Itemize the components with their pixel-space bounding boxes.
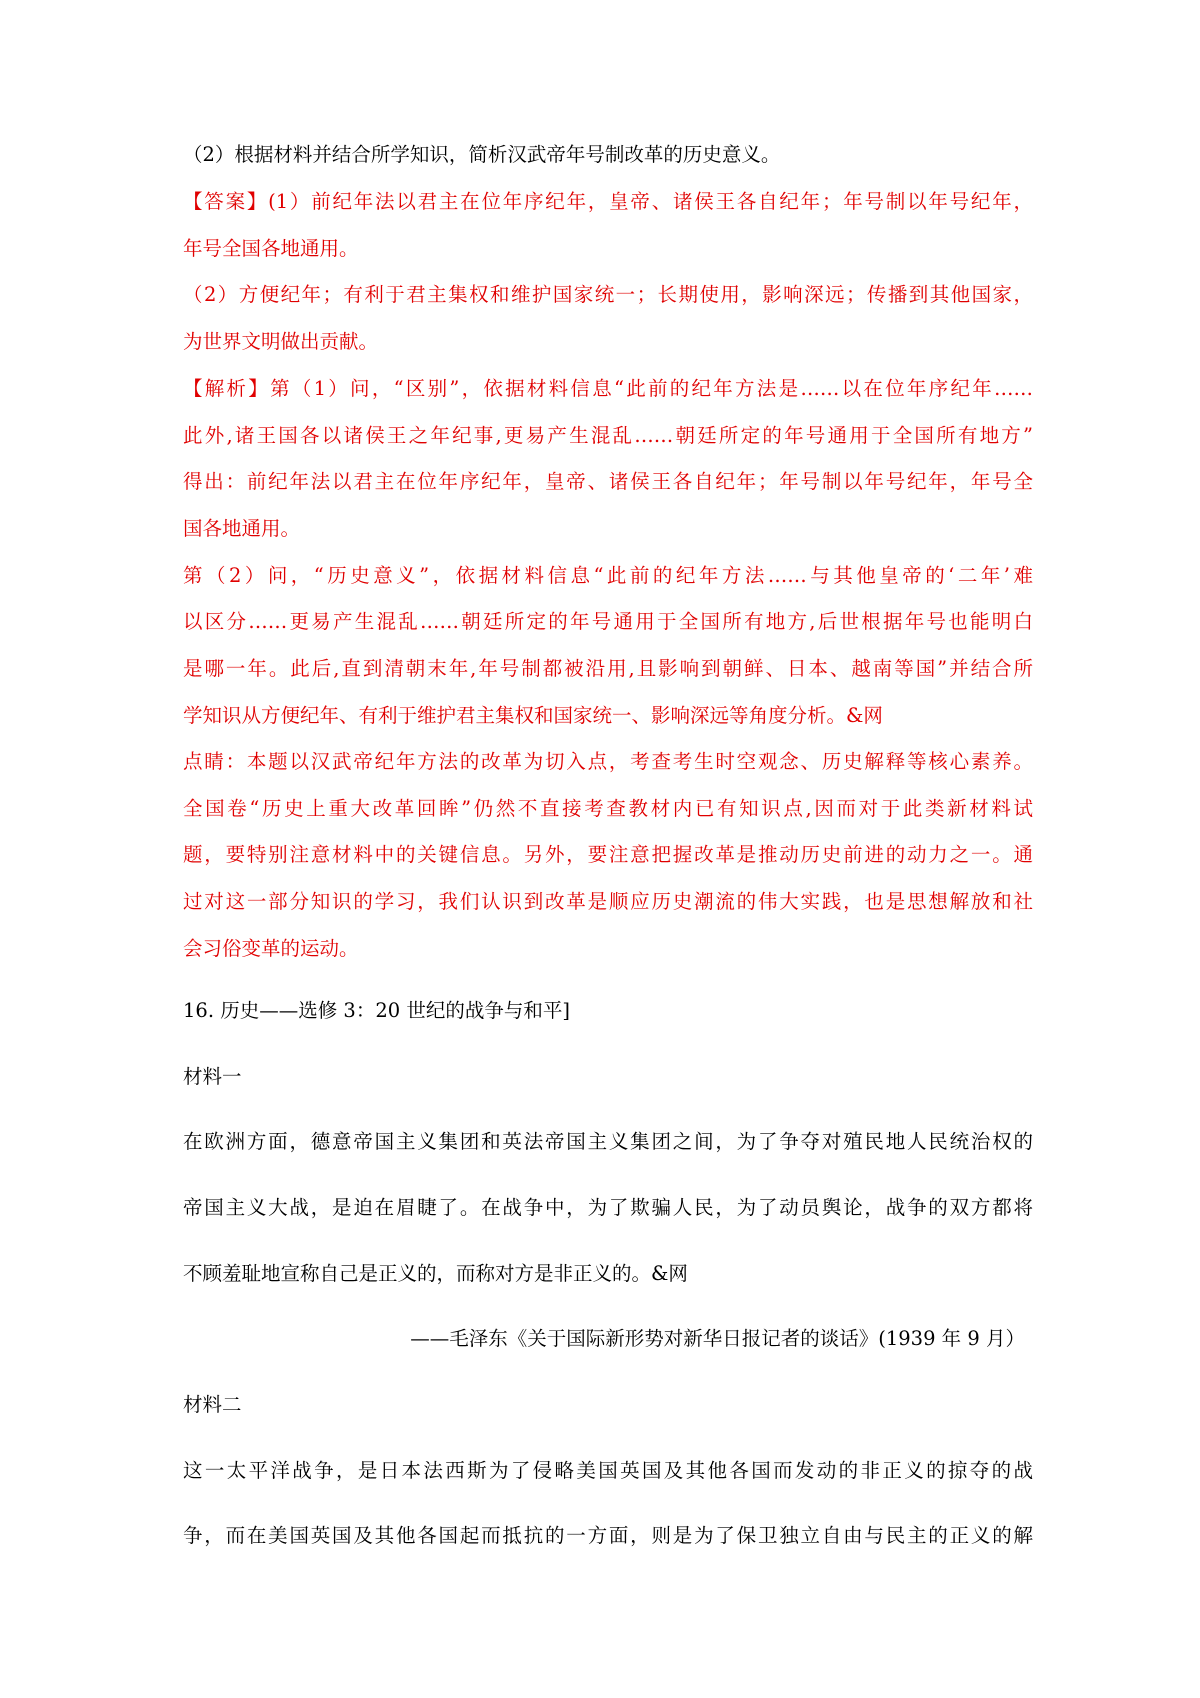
material-2-line-2: 争，而在美国英国及其他各国起而抵抗的一方面，则是为了保卫独立自由与民主的正义的解 <box>183 1524 1033 1547</box>
answer-line-3: （2）方便纪年；有利于君主集权和维护国家统一；长期使用，影响深远；传播到其他国家， <box>183 283 1033 306</box>
answer-line-2: 年号全国各地通用。 <box>183 237 359 260</box>
material-2-line-1: 这一太平洋战争，是日本法西斯为了侵略美国英国及其他各国而发动的非正义的掠夺的战 <box>183 1459 1033 1482</box>
analysis-line-7: 是哪一年。此后,直到清朝末年,年号制都被沿用,且影响到朝鲜、日本、越南等国”并结合所 <box>183 657 1033 680</box>
analysis-line-3: 得出：前纪年法以君主在位年序纪年，皇帝、诸侯王各自纪年；年号制以年号纪年，年号全 <box>183 470 1033 493</box>
comment-line-5: 会习俗变革的运动。 <box>183 937 359 960</box>
material-1-line-2: 帝国主义大战，是迫在眉睫了。在战争中，为了欺骗人民，为了动员舆论，战争的双方都将 <box>183 1196 1033 1219</box>
material-1-line-1: 在欧洲方面，德意帝国主义集团和英法帝国主义集团之间，为了争夺对殖民地人民统治权的 <box>183 1130 1033 1153</box>
analysis-line-5: 第（2）问，“历史意义”，依据材料信息“此前的纪年方法……与其他皇帝的‘二年’难 <box>183 564 1033 587</box>
analysis-line-1: 【解析】第（1）问，“区别”，依据材料信息“此前的纪年方法是……以在位年序纪年…… <box>183 377 1033 400</box>
material-1-label: 材料一 <box>183 1065 242 1088</box>
comment-line-3: 题，要特别注意材料中的关键信息。另外，要注意把握改革是推动历史前进的动力之一。通 <box>183 843 1033 866</box>
material-1-source: ——毛泽东《关于国际新形势对新华日报记者的谈话》(1939 年 9 月） <box>410 1327 1025 1350</box>
analysis-line-8: 学知识从方便纪年、有利于维护君主集权和国家统一、影响深远等角度分析。&网 <box>183 704 883 727</box>
analysis-line-6: 以区分……更易产生混乱……朝廷所定的年号通用于全国所有地方,后世根据年号也能明白 <box>183 610 1033 633</box>
question-part-2: （2）根据材料并结合所学知识，简析汉武帝年号制改革的历史意义。 <box>183 143 781 166</box>
comment-line-2: 全国卷“历史上重大改革回眸”仍然不直接考查教材内已有知识点,因而对于此类新材料试 <box>183 797 1033 820</box>
question-16-title: 16. 历史——选修 3：20 世纪的战争与和平] <box>183 999 570 1022</box>
answer-line-1: 【答案】(1）前纪年法以君主在位年序纪年，皇帝、诸侯王各自纪年；年号制以年号纪年， <box>183 190 1033 213</box>
comment-line-1: 点睛：本题以汉武帝纪年方法的改革为切入点，考查考生时空观念、历史解释等核心素养。 <box>183 750 1033 773</box>
material-2-label: 材料二 <box>183 1393 242 1416</box>
analysis-line-4: 国各地通用。 <box>183 517 301 540</box>
material-1-line-3: 不顾羞耻地宣称自己是正义的，而称对方是非正义的。&网 <box>183 1262 688 1285</box>
comment-line-4: 过对这一部分知识的学习，我们认识到改革是顺应历史潮流的伟大实践，也是思想解放和社 <box>183 890 1033 913</box>
analysis-line-2: 此外,诸王国各以诸侯王之年纪事,更易产生混乱……朝廷所定的年号通用于全国所有地方” <box>183 424 1033 447</box>
answer-line-4: 为世界文明做出贡献。 <box>183 330 379 353</box>
